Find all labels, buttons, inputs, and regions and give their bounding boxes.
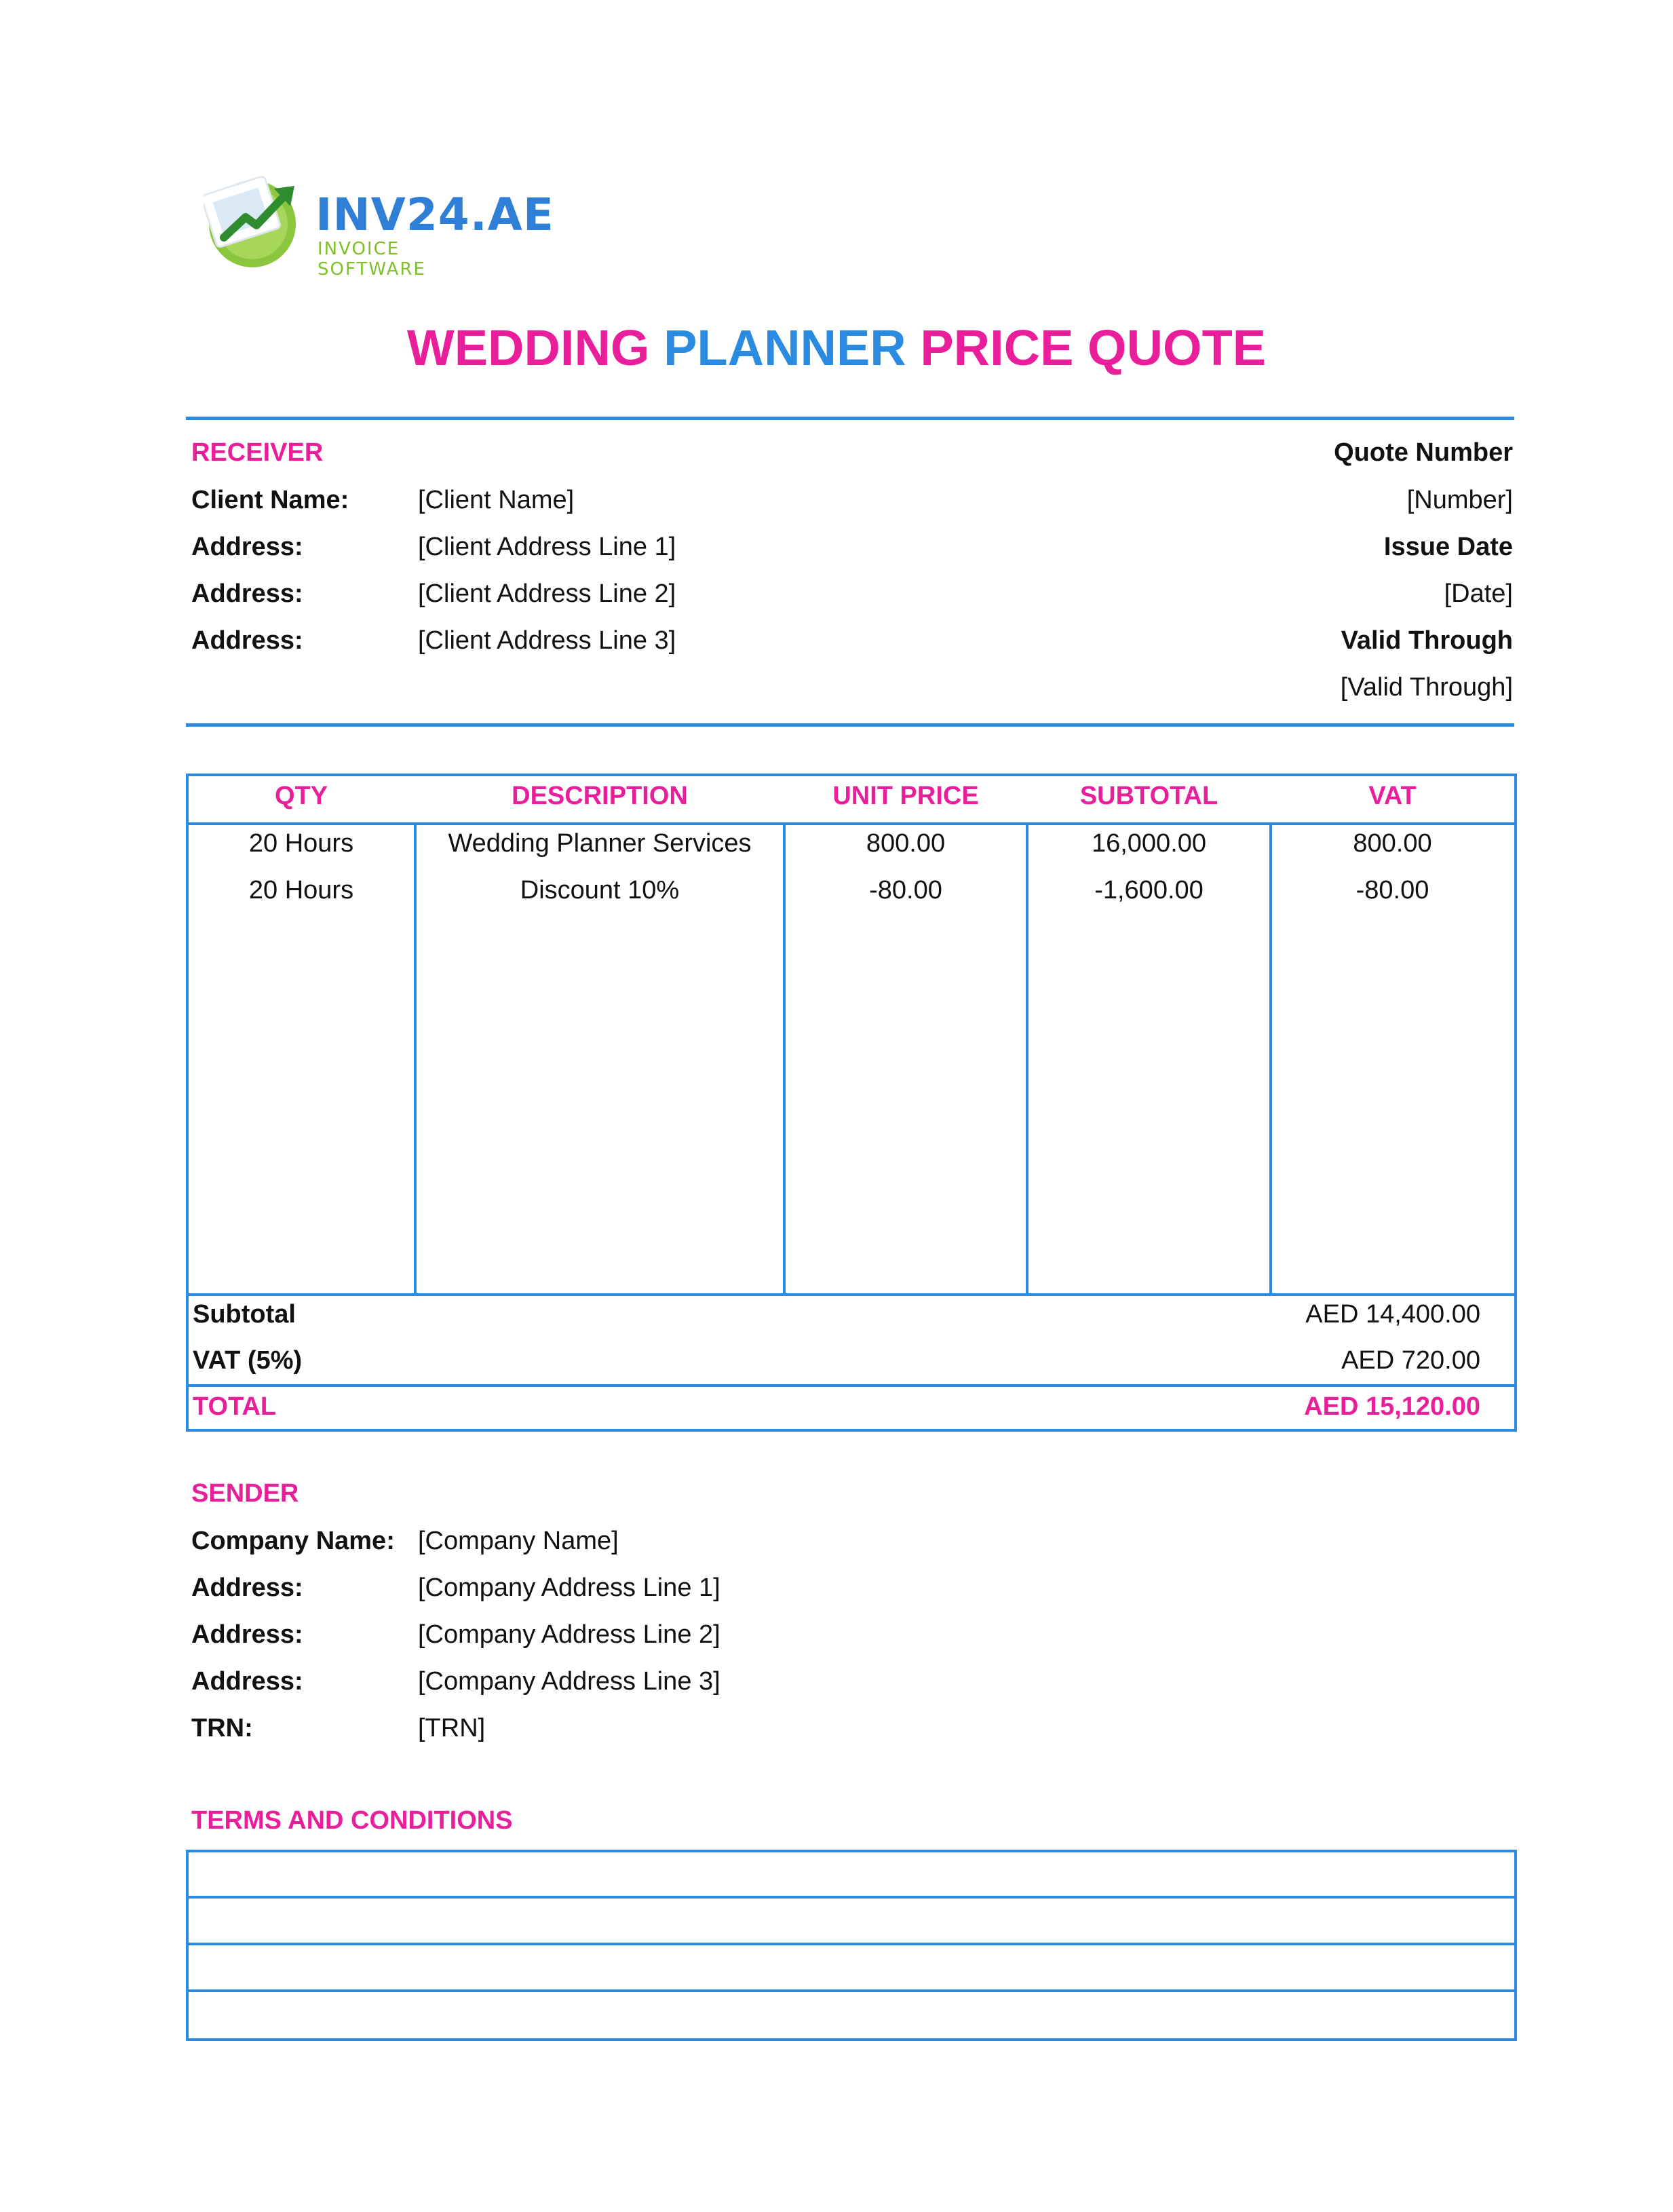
cell-qty: 20 Hours: [248, 829, 354, 858]
logo-tagline: INVOICE SOFTWARE: [318, 239, 426, 280]
client-address-label-2: Address:: [191, 579, 303, 608]
cell-qty: 20 Hours: [248, 876, 354, 904]
title-part-2: PLANNER: [664, 320, 906, 376]
col-header-subtotal: SUBTOTAL: [1079, 782, 1218, 810]
cell-vat: -80.00: [1355, 876, 1429, 904]
cell-unit-price: 800.00: [866, 829, 946, 858]
grand-total-divider: [189, 1384, 1514, 1387]
client-address-line-2: [Client Address Line 2]: [418, 579, 676, 608]
terms-line: [189, 1989, 1514, 1992]
issue-date-value: [Date]: [1444, 579, 1513, 608]
cell-vat: 800.00: [1353, 829, 1432, 858]
terms-box: [186, 1850, 1517, 2041]
company-name-label: Company Name:: [191, 1527, 395, 1555]
company-address-label-3: Address:: [191, 1667, 303, 1696]
divider-top: [186, 417, 1514, 420]
client-address-line-1: [Client Address Line 1]: [418, 533, 676, 561]
terms-line: [189, 1896, 1514, 1899]
vat-label: VAT (5%): [193, 1346, 303, 1375]
terms-line: [189, 1943, 1514, 1945]
trn-label: TRN:: [191, 1714, 253, 1742]
title-part-1: WEDDING: [406, 320, 650, 376]
quote-number-value: [Number]: [1406, 486, 1513, 514]
divider-bottom: [186, 723, 1514, 727]
company-name-value: [Company Name]: [418, 1527, 619, 1555]
cell-subtotal: 16,000.00: [1091, 829, 1207, 858]
company-address-line-2: [Company Address Line 2]: [418, 1620, 720, 1649]
company-address-line-1: [Company Address Line 1]: [418, 1574, 720, 1602]
company-address-line-3: [Company Address Line 3]: [418, 1667, 720, 1696]
issue-date-label: Issue Date: [1383, 533, 1513, 561]
subtotal-value: AED 14,400.00: [1305, 1300, 1480, 1329]
client-name-label: Client Name:: [191, 486, 349, 514]
total-value: AED 15,120.00: [1304, 1392, 1480, 1421]
company-logo: [204, 170, 554, 280]
quote-number-label: Quote Number: [1334, 438, 1513, 467]
subtotal-label: Subtotal: [193, 1300, 296, 1329]
client-address-label-1: Address:: [191, 533, 303, 561]
header-divider: [189, 822, 1514, 825]
page-title: [0, 319, 1673, 377]
title-part-3: PRICE QUOTE: [920, 320, 1267, 376]
total-label: TOTAL: [193, 1392, 277, 1421]
company-address-label-2: Address:: [191, 1620, 303, 1649]
items-table: [186, 774, 1517, 1432]
cell-subtotal: -1,600.00: [1094, 876, 1204, 904]
logo-emblem-icon: [204, 170, 312, 271]
col-header-vat: VAT: [1368, 782, 1417, 810]
logo-brand-text: INV24.AE: [315, 189, 554, 241]
cell-unit-price: -80.00: [869, 876, 942, 904]
client-address-line-3: [Client Address Line 3]: [418, 626, 676, 655]
valid-through-label: Valid Through: [1341, 626, 1513, 655]
col-header-qty: QTY: [274, 782, 328, 810]
valid-through-value: [Valid Through]: [1340, 673, 1513, 702]
terms-heading: TERMS AND CONDITIONS: [191, 1806, 513, 1835]
cell-description: Wedding Planner Services: [448, 829, 752, 858]
sender-heading: SENDER: [191, 1479, 299, 1508]
client-address-label-3: Address:: [191, 626, 303, 655]
vat-value: AED 720.00: [1341, 1346, 1480, 1375]
col-header-description: DESCRIPTION: [512, 782, 688, 810]
company-address-label-1: Address:: [191, 1574, 303, 1602]
col-header-unit-price: UNIT PRICE: [832, 782, 979, 810]
receiver-heading: RECEIVER: [191, 438, 324, 467]
trn-value: [TRN]: [418, 1714, 486, 1742]
client-name-value: [Client Name]: [418, 486, 575, 514]
cell-description: Discount 10%: [520, 876, 680, 904]
totals-divider: [189, 1293, 1514, 1296]
